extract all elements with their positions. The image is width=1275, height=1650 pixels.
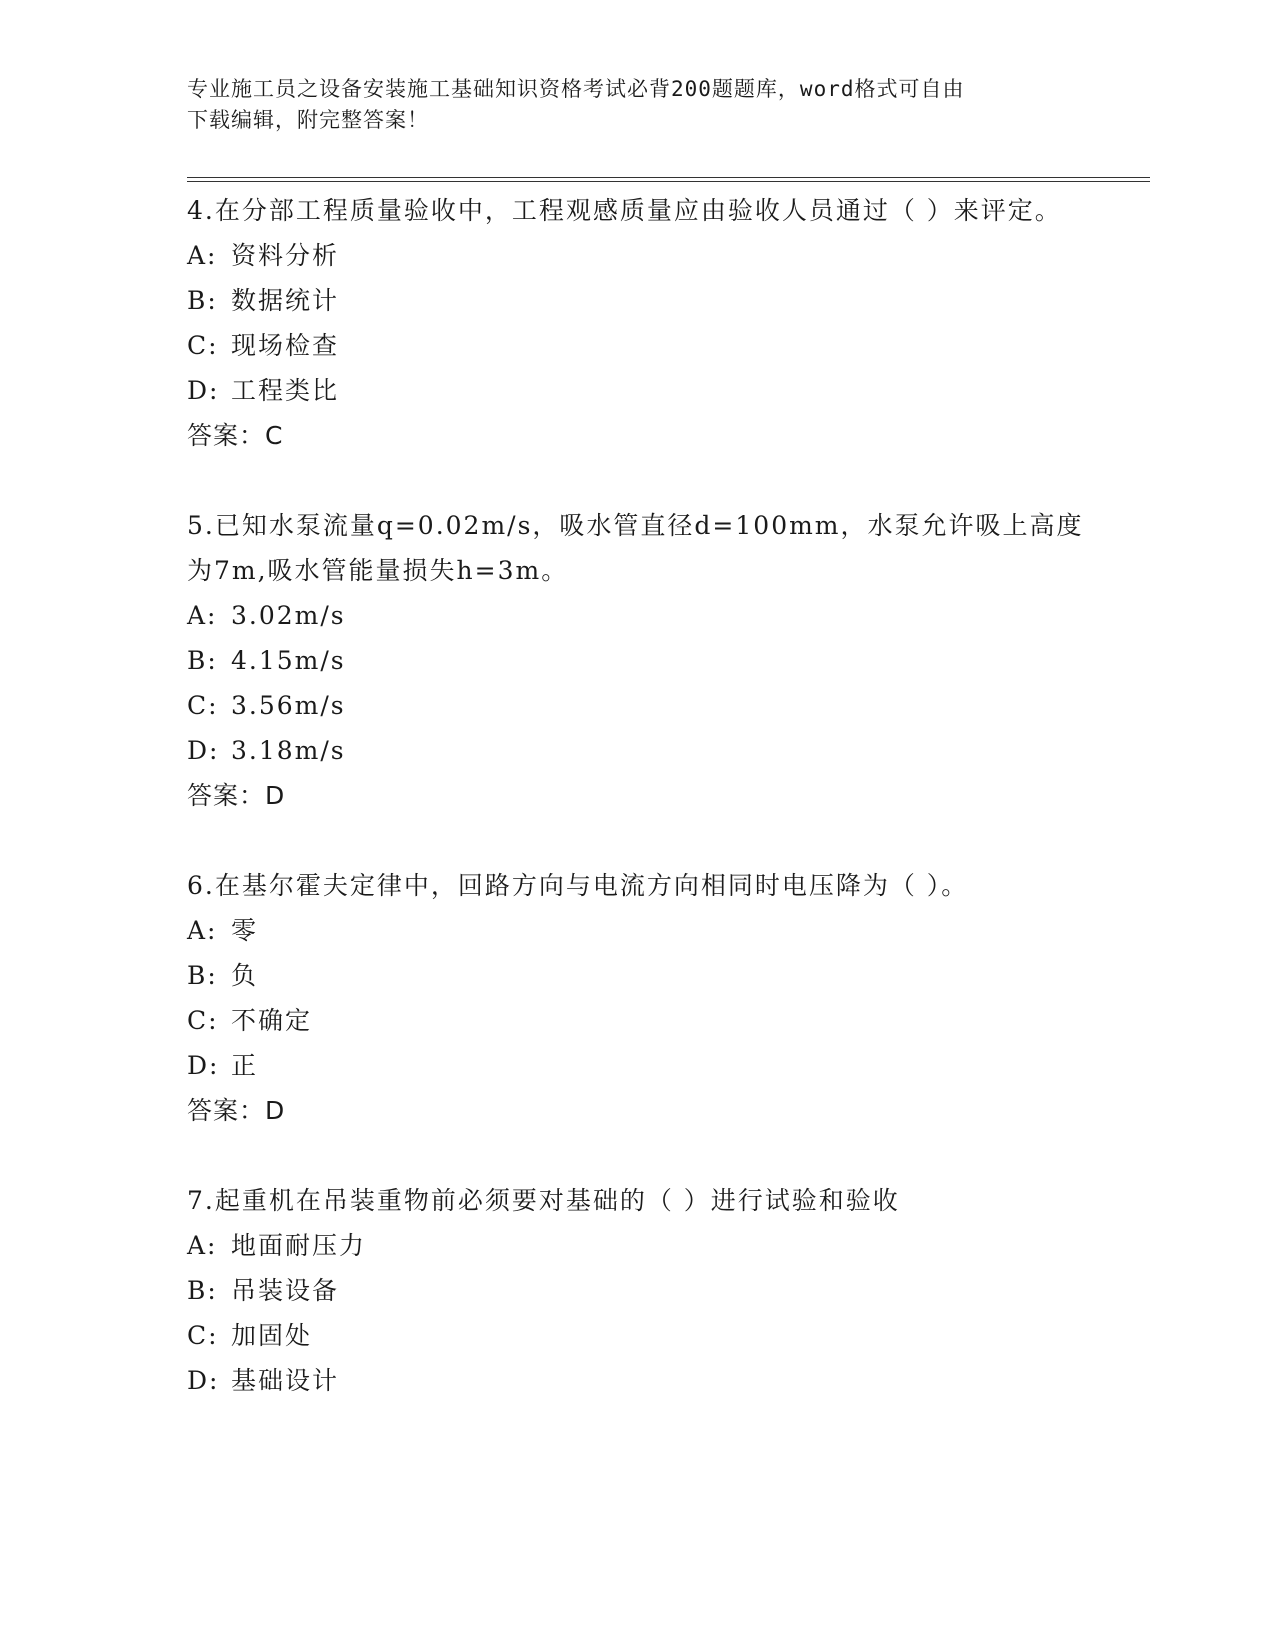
option-text: 工程类比 [231, 376, 340, 405]
option-text: 不确定 [231, 1006, 313, 1035]
option-letter: C: [187, 691, 219, 720]
header-line-2: 下载编辑，附完整答案！ [187, 108, 429, 132]
option-text: 4.15m/s [231, 646, 346, 675]
option-letter: D: [187, 1366, 220, 1395]
option-text: 基础设计 [231, 1366, 340, 1395]
question-list [187, 188, 1087, 1448]
option-letter: C: [187, 331, 219, 360]
question-text: 7.起重机在吊装重物前必须要对基础的（ ）进行试验和验收 [187, 1186, 900, 1215]
option-text: 现场检查 [231, 331, 340, 360]
option-d [187, 368, 1087, 413]
option-text: 正 [231, 1051, 259, 1080]
answer-text: 答案：D [187, 781, 286, 810]
option-letter: C: [187, 1006, 219, 1035]
question-4 [187, 188, 1087, 458]
header-line-1: 专业施工员之设备安装施工基础知识资格考试必背200题题库，word格式可自由 [187, 77, 965, 101]
option-b [187, 638, 1087, 683]
option-text: 地面耐压力 [231, 1231, 367, 1260]
option-letter: A: [187, 601, 218, 630]
option-letter: B: [187, 286, 218, 315]
header-divider [187, 177, 1150, 182]
option-text: 3.56m/s [231, 691, 346, 720]
question-text: 6.在基尔霍夫定律中，回路方向与电流方向相同时电压降为（ ）。 [187, 871, 969, 900]
option-b [187, 1268, 1087, 1313]
option-c [187, 1313, 1087, 1358]
option-text: 资料分析 [231, 241, 340, 270]
option-letter: A: [187, 1231, 218, 1260]
option-d [187, 1043, 1087, 1088]
option-text: 加固处 [231, 1321, 313, 1350]
document-header [187, 74, 1067, 136]
question-5 [187, 503, 1087, 818]
option-a [187, 593, 1087, 638]
question-text: 4.在分部工程质量验收中，工程观感质量应由验收人员通过（ ）来评定。 [187, 196, 1062, 225]
option-text: 3.02m/s [231, 601, 346, 630]
option-letter: D: [187, 376, 220, 405]
option-letter: A: [187, 241, 218, 270]
option-c [187, 683, 1087, 728]
option-letter: B: [187, 1276, 218, 1305]
option-a [187, 1223, 1087, 1268]
option-a [187, 908, 1087, 953]
option-letter: D: [187, 736, 220, 765]
option-letter: C: [187, 1321, 219, 1350]
option-a [187, 233, 1087, 278]
option-text: 负 [231, 961, 259, 990]
answer-text: 答案：D [187, 1096, 286, 1125]
option-text: 吊装设备 [231, 1276, 340, 1305]
option-letter: D: [187, 1051, 220, 1080]
option-letter: B: [187, 646, 218, 675]
option-text: 3.18m/s [231, 736, 346, 765]
question-text: 5.已知水泵流量q=0.02m/s，吸水管直径d=100mm，水泵允许吸上高度为7m,吸水管能量损失h=3m。 [187, 511, 1084, 585]
option-c [187, 998, 1087, 1043]
question-6 [187, 863, 1087, 1133]
option-letter: B: [187, 961, 218, 990]
option-b [187, 278, 1087, 323]
option-d [187, 728, 1087, 773]
option-c [187, 323, 1087, 368]
option-letter: A: [187, 916, 218, 945]
answer-text: 答案：C [187, 421, 284, 450]
question-7 [187, 1178, 1087, 1403]
option-d [187, 1358, 1087, 1403]
option-text: 数据统计 [231, 286, 340, 315]
option-text: 零 [231, 916, 259, 945]
option-b [187, 953, 1087, 998]
